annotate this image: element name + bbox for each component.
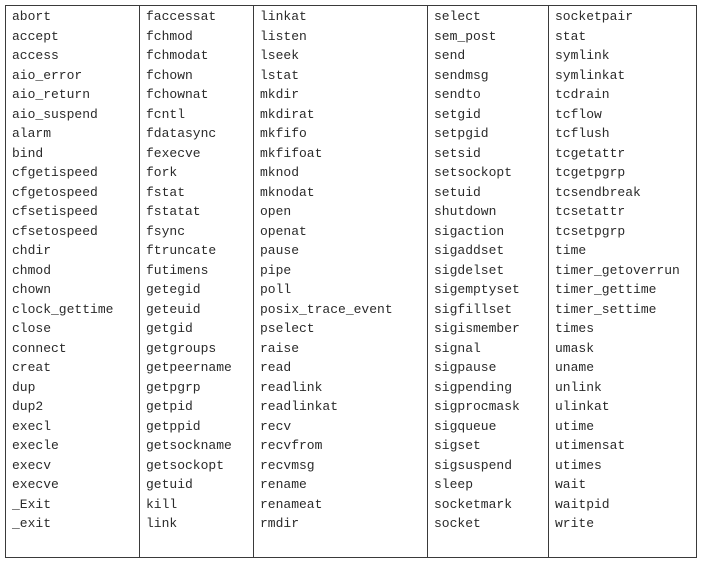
- function-name-cell: sleep: [434, 477, 474, 492]
- function-name-cell: cfgetospeed: [12, 184, 98, 200]
- function-name-cell: waitpid: [555, 496, 610, 512]
- function-name-cell: ulinkat: [555, 399, 610, 414]
- function-name-cell: setuid: [434, 184, 481, 200]
- function-name-cell: getpgrp: [146, 379, 201, 395]
- function-name-cell: sendmsg: [434, 67, 489, 83]
- function-name-cell: openat: [260, 223, 307, 239]
- function-name-cell: readlink: [260, 379, 323, 395]
- function-name-cell: raise: [260, 340, 300, 356]
- function-name-cell: sigaddset: [434, 243, 505, 258]
- function-name-cell: renameat: [260, 496, 323, 512]
- function-name-cell: creat: [12, 360, 52, 375]
- function-name-cell: tcgetpgrp: [555, 165, 626, 180]
- function-name-cell: tcsetattr: [555, 204, 626, 219]
- function-name-cell: chown: [12, 282, 52, 297]
- function-name-cell: accept: [12, 28, 59, 44]
- function-name-cell: listen: [260, 28, 307, 44]
- function-name-cell: abort: [12, 9, 52, 24]
- function-name-cell: fork: [146, 165, 178, 180]
- function-name-cell: mkfifo: [260, 126, 307, 141]
- function-name-cell: faccessat: [146, 9, 217, 24]
- function-name-cell: getsockname: [146, 438, 232, 453]
- function-name-cell: cfgetispeed: [12, 165, 98, 180]
- function-name-cell: write: [555, 516, 595, 531]
- function-name-cell: getgid: [146, 321, 193, 336]
- function-name-cell: alarm: [12, 126, 52, 141]
- function-name-cell: fdatasync: [146, 126, 217, 141]
- function-name-cell: mkfifoat: [260, 145, 323, 161]
- function-name-cell: fcntl: [146, 106, 186, 122]
- function-name-cell: sigemptyset: [434, 282, 520, 297]
- function-name-cell: chmod: [12, 262, 52, 278]
- function-name-cell: getegid: [146, 282, 201, 297]
- function-name-cell: linkat: [260, 9, 307, 24]
- function-name-cell: setpgid: [434, 126, 489, 141]
- function-name-cell: tcsendbreak: [555, 184, 641, 200]
- function-name-cell: aio_error: [12, 67, 83, 83]
- function-name-cell: sigismember: [434, 321, 520, 336]
- function-name-cell: timer_settime: [555, 301, 657, 317]
- function-name-cell: posix_trace_event: [260, 301, 393, 317]
- function-name-cell: sigqueue: [434, 418, 497, 434]
- function-name-cell: fsync: [146, 223, 186, 239]
- function-name-cell: execle: [12, 438, 59, 453]
- function-name-cell: _Exit: [12, 496, 52, 512]
- function-name-cell: open: [260, 204, 292, 219]
- function-name-cell: rmdir: [260, 516, 300, 531]
- function-name-cell: send: [434, 48, 466, 63]
- function-name-cell: access: [12, 48, 59, 63]
- function-name-cell: lseek: [260, 48, 300, 63]
- function-name-cell: utimes: [555, 457, 602, 473]
- function-name-cell: uname: [555, 360, 595, 375]
- function-name-cell: mkdir: [260, 87, 300, 102]
- function-name-cell: poll: [260, 282, 292, 297]
- function-name-cell: aio_return: [12, 87, 91, 102]
- function-name-cell: cfsetispeed: [12, 204, 98, 219]
- function-name-cell: link: [146, 516, 178, 531]
- function-name-cell: ftruncate: [146, 243, 217, 258]
- function-name-cell: futimens: [146, 262, 209, 278]
- function-name-cell: getpid: [146, 399, 193, 414]
- function-name-cell: fstatat: [146, 204, 201, 219]
- function-name-cell: lstat: [260, 67, 300, 83]
- table-column: [254, 6, 428, 557]
- function-name-cell: fchmod: [146, 28, 193, 44]
- function-name-cell: read: [260, 360, 292, 375]
- function-name-cell: pselect: [260, 321, 315, 336]
- function-name-cell: socketmark: [434, 496, 513, 512]
- function-name-cell: clock_gettime: [12, 301, 114, 317]
- function-name-cell: tcsetpgrp: [555, 223, 626, 239]
- function-name-cell: getppid: [146, 418, 201, 434]
- function-name-cell: unlink: [555, 379, 602, 395]
- function-name-cell: signal: [434, 340, 481, 356]
- function-name-cell: chdir: [12, 243, 52, 258]
- function-name-cell: tcflush: [555, 126, 610, 141]
- function-name-cell: sigpause: [434, 360, 497, 375]
- function-name-cell: readlinkat: [260, 399, 339, 414]
- function-name-cell: tcgetattr: [555, 145, 626, 161]
- function-name-cell: execl: [12, 418, 52, 434]
- table-column: [140, 6, 254, 557]
- function-name-cell: pipe: [260, 262, 292, 278]
- function-name-cell: sigpending: [434, 379, 513, 395]
- function-name-cell: tcflow: [555, 106, 602, 122]
- function-name-cell: aio_suspend: [12, 106, 98, 122]
- function-name-cell: execv: [12, 457, 52, 473]
- function-name-cell: wait: [555, 477, 587, 492]
- function-name-cell: dup: [12, 379, 36, 395]
- function-name-cell: umask: [555, 340, 595, 356]
- function-name-cell: getsockopt: [146, 457, 225, 473]
- function-name-cell: symlink: [555, 48, 610, 63]
- function-name-cell: pause: [260, 243, 300, 258]
- function-name-cell: timer_gettime: [555, 282, 657, 297]
- function-name-cell: tcdrain: [555, 87, 610, 102]
- table-column: [6, 6, 140, 557]
- function-table: [5, 5, 697, 558]
- function-name-cell: sigset: [434, 438, 481, 453]
- table-column: [428, 6, 549, 557]
- function-name-cell: execve: [12, 477, 59, 492]
- function-name-cell: time: [555, 243, 587, 258]
- function-name-cell: _exit: [12, 516, 52, 531]
- function-name-cell: times: [555, 321, 595, 336]
- function-name-cell: select: [434, 9, 481, 24]
- function-name-cell: sigsuspend: [434, 457, 513, 473]
- function-name-cell: dup2: [12, 399, 44, 414]
- function-name-cell: socket: [434, 516, 481, 531]
- function-name-cell: geteuid: [146, 301, 201, 317]
- function-name-cell: getuid: [146, 477, 193, 492]
- function-name-cell: timer_getoverrun: [555, 262, 680, 278]
- function-name-cell: cfsetospeed: [12, 223, 98, 239]
- function-name-cell: setsockopt: [434, 165, 513, 180]
- function-name-cell: fchownat: [146, 87, 209, 102]
- function-name-cell: shutdown: [434, 204, 497, 219]
- function-name-cell: mknodat: [260, 184, 315, 200]
- function-name-cell: fexecve: [146, 145, 201, 161]
- function-name-cell: sigdelset: [434, 262, 505, 278]
- function-name-cell: sem_post: [434, 28, 497, 44]
- function-name-cell: utime: [555, 418, 595, 434]
- function-name-cell: setsid: [434, 145, 481, 161]
- function-name-cell: recv: [260, 418, 292, 434]
- function-name-cell: socketpair: [555, 9, 634, 24]
- function-name-cell: fchown: [146, 67, 193, 83]
- function-name-cell: bind: [12, 145, 44, 161]
- function-name-cell: connect: [12, 340, 67, 356]
- function-name-cell: symlinkat: [555, 67, 626, 83]
- function-name-cell: mknod: [260, 165, 300, 180]
- function-name-cell: setgid: [434, 106, 481, 122]
- function-name-cell: recvmsg: [260, 457, 315, 473]
- function-name-cell: sigfillset: [434, 301, 513, 317]
- function-name-cell: utimensat: [555, 438, 626, 453]
- function-name-cell: sigaction: [434, 223, 505, 239]
- function-name-cell: fstat: [146, 184, 186, 200]
- function-name-cell: kill: [146, 496, 178, 512]
- table-column: [549, 6, 696, 557]
- function-name-cell: getgroups: [146, 340, 217, 356]
- function-name-cell: getpeername: [146, 360, 232, 375]
- function-name-cell: close: [12, 321, 52, 336]
- function-name-cell: recvfrom: [260, 438, 323, 453]
- function-name-cell: stat: [555, 28, 587, 44]
- function-name-cell: rename: [260, 477, 307, 492]
- function-name-cell: sendto: [434, 87, 481, 102]
- function-name-cell: mkdirat: [260, 106, 315, 122]
- function-name-cell: sigprocmask: [434, 399, 520, 414]
- function-name-cell: fchmodat: [146, 48, 209, 63]
